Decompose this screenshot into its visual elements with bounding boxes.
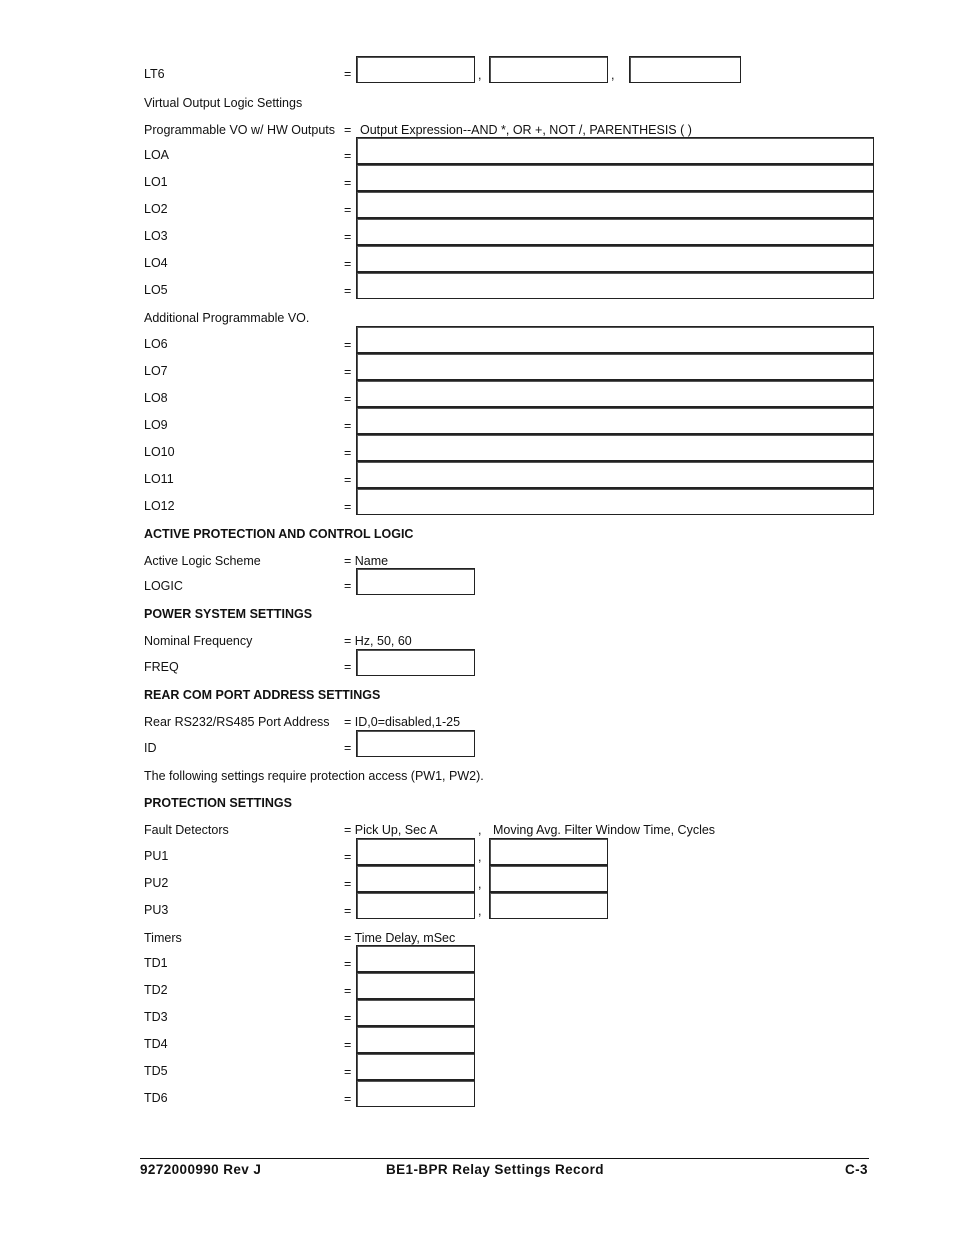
- timers-hint: = Time Delay, mSec: [344, 931, 456, 945]
- equals-sign: =: [344, 1092, 352, 1106]
- timers-label: Timers: [144, 931, 182, 945]
- row-label: TD5: [144, 1064, 168, 1078]
- freq-field-label: FREQ: [144, 660, 179, 674]
- doc-number: 9272000990 Rev J: [140, 1162, 262, 1177]
- equals-sign: =: [344, 257, 352, 271]
- separator: ,: [478, 877, 482, 891]
- entry-field[interactable]: [356, 218, 874, 245]
- entry-field[interactable]: [356, 434, 874, 461]
- row-label: LO10: [144, 445, 175, 459]
- section-heading: Virtual Output Logic Settings: [144, 96, 303, 110]
- section-heading: ACTIVE PROTECTION AND CONTROL LOGIC: [144, 527, 414, 541]
- equals-sign: =: [344, 500, 352, 514]
- entry-field[interactable]: [356, 326, 874, 353]
- row-label: LO1: [144, 175, 168, 189]
- section-heading: PROTECTION SETTINGS: [144, 796, 292, 810]
- id-field[interactable]: [356, 730, 475, 757]
- expression-hint: Output Expression--AND *, OR +, NOT /, PARENTHESIS ( ): [360, 123, 692, 137]
- separator: ,: [478, 68, 482, 82]
- equals-sign: =: [344, 1038, 352, 1052]
- equals-sign: =: [344, 473, 352, 487]
- entry-field[interactable]: [356, 1053, 475, 1080]
- lt6-label: LT6: [144, 67, 165, 81]
- pickup-hint: = Pick Up, Sec A: [344, 823, 438, 837]
- freq-label: Nominal Frequency: [144, 634, 253, 648]
- entry-field[interactable]: [356, 838, 475, 865]
- entry-field[interactable]: [356, 945, 475, 972]
- equals-sign: =: [344, 338, 352, 352]
- row-label: LO5: [144, 283, 168, 297]
- separator: ,: [478, 823, 482, 837]
- equals-sign: =: [344, 230, 352, 244]
- fault-detectors-label: Fault Detectors: [144, 823, 229, 837]
- freq-field[interactable]: [356, 649, 475, 676]
- equals-sign: =: [344, 957, 352, 971]
- entry-field[interactable]: [356, 380, 874, 407]
- row-label: PU3: [144, 903, 169, 917]
- entry-field[interactable]: [489, 838, 608, 865]
- page-number: C-3: [845, 1162, 868, 1177]
- port-address-hint: = ID,0=disabled,1-25: [344, 715, 461, 729]
- entry-field[interactable]: [489, 865, 608, 892]
- equals-sign: =: [344, 741, 352, 755]
- window-hint: Moving Avg. Filter Window Time, Cycles: [493, 823, 716, 837]
- entry-field[interactable]: [356, 972, 475, 999]
- equals-sign: =: [344, 176, 352, 190]
- entry-field[interactable]: [356, 191, 874, 218]
- entry-field[interactable]: [356, 865, 475, 892]
- prog-vo-label: Programmable VO w/ HW Outputs: [144, 123, 336, 137]
- row-label: LO7: [144, 364, 168, 378]
- equals-sign: =: [344, 1011, 352, 1025]
- equals-sign: =: [344, 123, 352, 137]
- equals-sign: =: [344, 365, 352, 379]
- entry-field[interactable]: [356, 461, 874, 488]
- logic-scheme-label: Active Logic Scheme: [144, 554, 261, 568]
- equals-sign: =: [344, 579, 352, 593]
- row-label: LO8: [144, 391, 168, 405]
- entry-field[interactable]: [356, 137, 874, 164]
- equals-sign: =: [344, 284, 352, 298]
- equals-sign: =: [344, 67, 352, 81]
- entry-field[interactable]: [356, 892, 475, 919]
- row-label: TD4: [144, 1037, 168, 1051]
- row-label: LO12: [144, 499, 175, 513]
- equals-sign: =: [344, 446, 352, 460]
- logic-scheme-hint: = Name: [344, 554, 389, 568]
- row-label: LO4: [144, 256, 168, 270]
- logic-field[interactable]: [356, 568, 475, 595]
- entry-field[interactable]: [489, 892, 608, 919]
- port-address-label: Rear RS232/RS485 Port Address: [144, 715, 330, 729]
- row-label: PU1: [144, 849, 169, 863]
- entry-field[interactable]: [356, 353, 874, 380]
- row-label: TD6: [144, 1091, 168, 1105]
- equals-sign: =: [344, 877, 352, 891]
- equals-sign: =: [344, 904, 352, 918]
- freq-hint: = Hz, 50, 60: [344, 634, 412, 648]
- lt6-field-2[interactable]: [489, 56, 608, 83]
- row-label: TD3: [144, 1010, 168, 1024]
- row-label: PU2: [144, 876, 169, 890]
- lt6-field-3[interactable]: [629, 56, 741, 83]
- entry-field[interactable]: [356, 245, 874, 272]
- lt6-field-1[interactable]: [356, 56, 475, 83]
- doc-title: BE1-BPR Relay Settings Record: [386, 1162, 604, 1177]
- row-label: TD2: [144, 983, 168, 997]
- entry-field[interactable]: [356, 164, 874, 191]
- entry-field[interactable]: [356, 407, 874, 434]
- row-label: LO11: [144, 472, 174, 486]
- equals-sign: =: [344, 203, 352, 217]
- row-label: TD1: [144, 956, 168, 970]
- equals-sign: =: [344, 392, 352, 406]
- equals-sign: =: [344, 850, 352, 864]
- row-label: LO9: [144, 418, 168, 432]
- equals-sign: =: [344, 1065, 352, 1079]
- equals-sign: =: [344, 660, 352, 674]
- row-label: LO6: [144, 337, 168, 351]
- equals-sign: =: [344, 419, 352, 433]
- entry-field[interactable]: [356, 272, 874, 299]
- row-label: LOA: [144, 148, 170, 162]
- equals-sign: =: [344, 984, 352, 998]
- section-heading: REAR COM PORT ADDRESS SETTINGS: [144, 688, 381, 702]
- logic-field-label: LOGIC: [144, 579, 183, 593]
- section-heading: POWER SYSTEM SETTINGS: [144, 607, 313, 621]
- row-label: LO3: [144, 229, 168, 243]
- id-field-label: ID: [144, 741, 157, 755]
- separator: ,: [478, 904, 482, 918]
- entry-field[interactable]: [356, 1026, 475, 1053]
- entry-field[interactable]: [356, 1080, 475, 1107]
- separator: ,: [478, 850, 482, 864]
- section-heading: Additional Programmable VO.: [144, 311, 310, 325]
- row-label: LO2: [144, 202, 168, 216]
- separator: ,: [611, 68, 615, 82]
- access-note: The following settings require protection access (PW1, PW2).: [144, 769, 484, 783]
- equals-sign: =: [344, 149, 352, 163]
- entry-field[interactable]: [356, 488, 874, 515]
- entry-field[interactable]: [356, 999, 475, 1026]
- footer-rule: [140, 1158, 869, 1159]
